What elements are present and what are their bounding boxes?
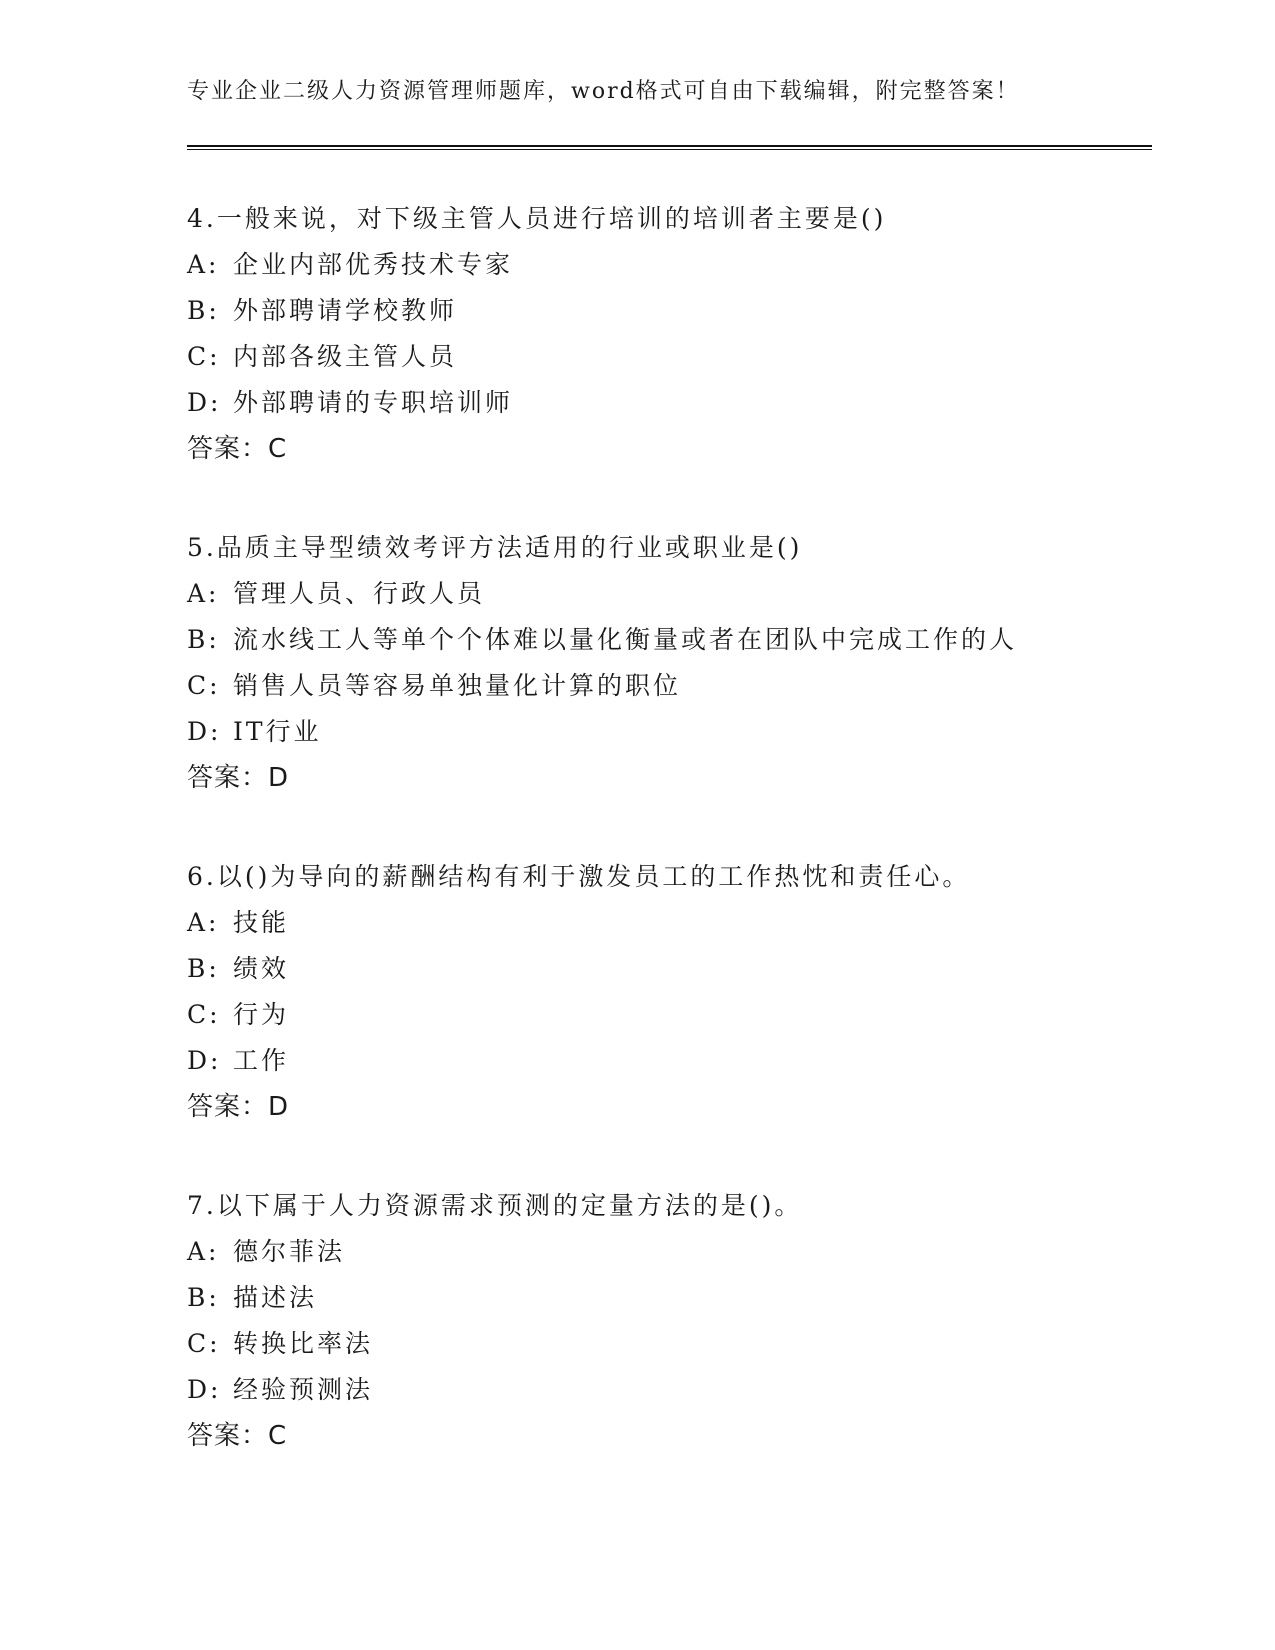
option-c (187, 1321, 1157, 1367)
page-header: 专业企业二级人力资源管理师题库，word格式可自由下载编辑，附完整答案！ (187, 79, 1020, 104)
option-text: 德尔菲法 (233, 1237, 346, 1266)
question-list (187, 196, 1157, 1512)
question-item (187, 525, 1157, 801)
question-item (187, 854, 1157, 1130)
option-text: 流水线工人等单个个体难以量化衡量或者在团队中完成工作的人 (233, 625, 1018, 654)
option-key: C: (187, 1329, 221, 1358)
option-text: 企业内部优秀技术专家 (233, 250, 514, 279)
option-text: 外部聘请学校教师 (233, 296, 458, 325)
option-text: 转换比率法 (233, 1329, 374, 1358)
option-d (187, 380, 1157, 426)
option-key: D: (187, 1046, 222, 1075)
option-b (187, 617, 1157, 663)
option-text: 技能 (233, 908, 290, 937)
answer-line: 答案：C (187, 434, 288, 464)
option-c (187, 663, 1157, 709)
option-text: 管理人员、行政人员 (233, 579, 486, 608)
option-key: C: (187, 1000, 221, 1029)
option-key: D: (187, 388, 222, 417)
option-text: 经验预测法 (233, 1375, 374, 1404)
option-text: 工作 (233, 1046, 290, 1075)
option-key: A: (187, 250, 220, 279)
option-text: 外部聘请的专职培训师 (233, 388, 514, 417)
option-d (187, 1367, 1157, 1413)
option-text: 行为 (233, 1000, 290, 1029)
question-stem: 4.一般来说，对下级主管人员进行培训的培训者主要是() (187, 204, 887, 233)
option-b (187, 288, 1157, 334)
option-text: 内部各级主管人员 (233, 342, 458, 371)
option-b (187, 946, 1157, 992)
option-text: 销售人员等容易单独量化计算的职位 (233, 671, 682, 700)
option-a (187, 242, 1157, 288)
question-stem: 5.品质主导型绩效考评方法适用的行业或职业是() (187, 533, 803, 562)
option-b (187, 1275, 1157, 1321)
option-key: B: (187, 625, 220, 654)
option-key: D: (187, 1375, 222, 1404)
option-d (187, 1038, 1157, 1084)
answer-line: 答案：D (187, 763, 290, 793)
option-a (187, 1229, 1157, 1275)
question-item (187, 196, 1157, 472)
answer-line: 答案：C (187, 1421, 288, 1451)
option-d (187, 709, 1157, 755)
option-c (187, 334, 1157, 380)
option-key: C: (187, 671, 221, 700)
question-stem: 6.以()为导向的薪酬结构有利于激发员工的工作热忱和责任心。 (187, 862, 971, 891)
option-key: A: (187, 908, 220, 937)
option-text: IT行业 (233, 717, 322, 746)
option-a (187, 900, 1157, 946)
answer-line: 答案：D (187, 1092, 290, 1122)
option-key: A: (187, 1237, 220, 1266)
option-key: B: (187, 296, 220, 325)
header-divider (187, 145, 1152, 150)
question-item (187, 1183, 1157, 1459)
option-key: C: (187, 342, 221, 371)
option-key: B: (187, 954, 220, 983)
option-a (187, 571, 1157, 617)
option-c (187, 992, 1157, 1038)
option-text: 绩效 (233, 954, 290, 983)
option-key: B: (187, 1283, 220, 1312)
option-key: D: (187, 717, 222, 746)
option-key: A: (187, 579, 220, 608)
question-stem: 7.以下属于人力资源需求预测的定量方法的是()。 (187, 1191, 803, 1220)
option-text: 描述法 (233, 1283, 318, 1312)
